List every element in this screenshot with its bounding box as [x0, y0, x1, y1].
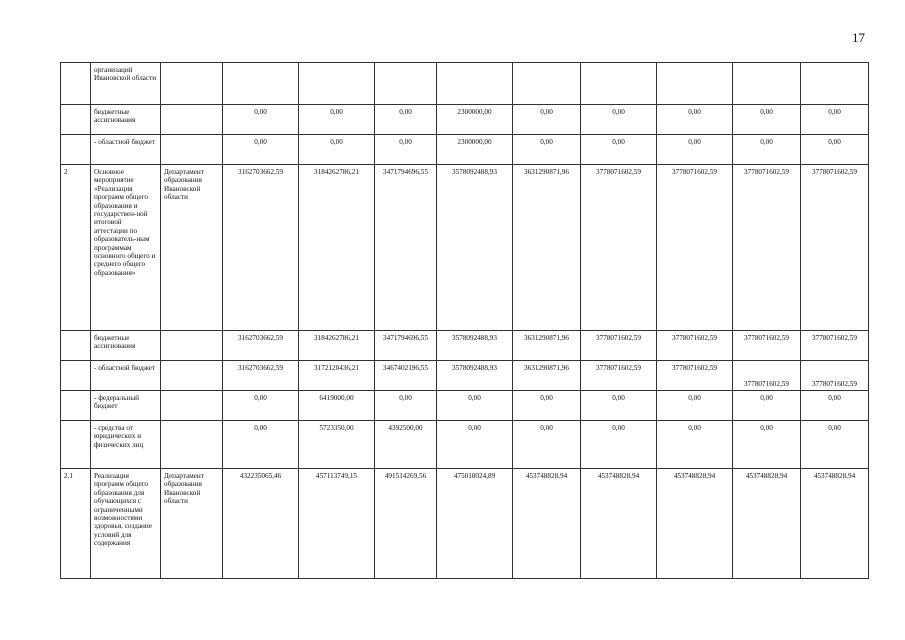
table-row [61, 469, 869, 579]
row-value: 3778071602,59 [657, 331, 733, 361]
row-value: 3778071602,59 [581, 361, 657, 391]
row-executor [161, 331, 223, 361]
row-value: 432235065,46 [223, 469, 299, 579]
row-value: 3578092488,93 [437, 165, 513, 331]
row-name: Реализация программ общего образования для обучающихся с ограниченными возможностями здоровья, создание условий для содержания [91, 469, 161, 579]
row-executor [161, 421, 223, 469]
row-name: организаций Ивановской области [91, 63, 161, 105]
row-value: 3778071602,59 [733, 165, 801, 331]
row-value: 0,00 [733, 391, 801, 421]
row-value: 3578092488,93 [437, 331, 513, 361]
budget-table [60, 62, 869, 579]
page-number: 17 [852, 30, 865, 45]
table-row [61, 331, 869, 361]
row-executor [161, 63, 223, 105]
row-value: 6419000,00 [299, 391, 375, 421]
row-value: 2300000,00 [437, 105, 513, 135]
row-value: 3631290871,96 [513, 361, 581, 391]
row-value: 3162703662,59 [223, 331, 299, 361]
row-name: - федеральный бюджет [91, 391, 161, 421]
row-value: 0,00 [513, 135, 581, 165]
row-value [375, 63, 437, 105]
row-value: 3471794696,55 [375, 165, 437, 331]
row-value: 0,00 [581, 391, 657, 421]
row-index [61, 361, 91, 391]
row-value: 3184262786,21 [299, 165, 375, 331]
row-value [733, 63, 801, 105]
row-value: 0,00 [801, 421, 869, 469]
row-value: 3778071602,59 [733, 361, 801, 391]
row-index [61, 135, 91, 165]
row-value: 3778071602,59 [733, 331, 801, 361]
row-value: 3184262786,21 [299, 331, 375, 361]
row-value: 0,00 [437, 391, 513, 421]
table-body [61, 63, 869, 579]
row-value: 0,00 [437, 421, 513, 469]
table-row [61, 105, 869, 135]
row-value: 3631290871,96 [513, 165, 581, 331]
row-value: 0,00 [657, 421, 733, 469]
row-executor [161, 361, 223, 391]
row-value: 453748828,94 [581, 469, 657, 579]
row-value: 2300000,00 [437, 135, 513, 165]
row-value: 3172120436,21 [299, 361, 375, 391]
row-value [581, 63, 657, 105]
row-value: 0,00 [223, 391, 299, 421]
row-value: 0,00 [375, 135, 437, 165]
row-name: бюджетные ассигнования [91, 105, 161, 135]
row-value [657, 63, 733, 105]
row-value: 457113749,15 [299, 469, 375, 579]
row-value: 3778071602,59 [581, 331, 657, 361]
row-value: 3778071602,59 [657, 165, 733, 331]
row-value: 453748828,94 [801, 469, 869, 579]
row-value: 0,00 [513, 105, 581, 135]
row-value [513, 63, 581, 105]
row-value: 0,00 [299, 105, 375, 135]
row-value: 0,00 [375, 391, 437, 421]
row-value: 0,00 [657, 391, 733, 421]
row-value: 5723350,00 [299, 421, 375, 469]
table-row [61, 135, 869, 165]
row-value: 0,00 [299, 135, 375, 165]
table-row [61, 421, 869, 469]
row-value: 0,00 [733, 135, 801, 165]
row-value: 0,00 [581, 421, 657, 469]
row-index [61, 421, 91, 469]
row-value: 3778071602,59 [581, 165, 657, 331]
row-value: 453748828,94 [733, 469, 801, 579]
table-row [61, 361, 869, 391]
row-value: 3778071602,59 [801, 165, 869, 331]
table-row [61, 391, 869, 421]
row-value: 0,00 [581, 135, 657, 165]
row-index [61, 105, 91, 135]
row-index [61, 391, 91, 421]
row-value: 491514269,56 [375, 469, 437, 579]
row-name: бюджетные ассигнования [91, 331, 161, 361]
table-row [61, 165, 869, 331]
row-index: 2 [61, 165, 91, 331]
row-index [61, 63, 91, 105]
row-executor [161, 105, 223, 135]
row-name: - средства от юридических и физических лиц [91, 421, 161, 469]
row-value: 0,00 [223, 421, 299, 469]
row-name: - областной бюджет [91, 135, 161, 165]
row-value [223, 63, 299, 105]
row-executor: Департамент образования Ивановской области [161, 165, 223, 331]
table-row [61, 63, 869, 105]
row-executor [161, 135, 223, 165]
row-value: 0,00 [223, 105, 299, 135]
row-executor: Департамент образования Ивановской области [161, 469, 223, 579]
row-value: 453748828,94 [657, 469, 733, 579]
row-value: 0,00 [733, 421, 801, 469]
row-value: 0,00 [733, 105, 801, 135]
row-value: 3778071602,59 [657, 361, 733, 391]
row-value: 0,00 [581, 105, 657, 135]
row-value: 3578092488,93 [437, 361, 513, 391]
row-value: 4392500,00 [375, 421, 437, 469]
row-value: 3778071602,59 [801, 331, 869, 361]
row-value: 3631290871,96 [513, 331, 581, 361]
row-value: 453748828,94 [513, 469, 581, 579]
row-value: 0,00 [801, 105, 869, 135]
row-value: 0,00 [801, 135, 869, 165]
row-value: 0,00 [801, 391, 869, 421]
row-value: 475018024,89 [437, 469, 513, 579]
row-value: 0,00 [375, 105, 437, 135]
row-value: 0,00 [223, 135, 299, 165]
row-value [437, 63, 513, 105]
row-name: Основное мероприятие «Реализация программ общего образования и государствен-ной итоговой аттестации по образователь-ным программам основного общего и среднего общего образования» [91, 165, 161, 331]
row-value: 0,00 [657, 135, 733, 165]
row-value: 0,00 [657, 105, 733, 135]
row-value: 0,00 [513, 421, 581, 469]
row-value: 3471794696,55 [375, 331, 437, 361]
row-value [801, 63, 869, 105]
row-value: 0,00 [513, 391, 581, 421]
row-index: 2.1 [61, 469, 91, 579]
row-value: 3162703662,59 [223, 165, 299, 331]
row-name: - областной бюджет [91, 361, 161, 391]
row-value [299, 63, 375, 105]
row-value: 3467402196,55 [375, 361, 437, 391]
row-index [61, 331, 91, 361]
row-value: 3162703662,59 [223, 361, 299, 391]
row-executor [161, 391, 223, 421]
row-value: 3778071602,59 [801, 361, 869, 391]
